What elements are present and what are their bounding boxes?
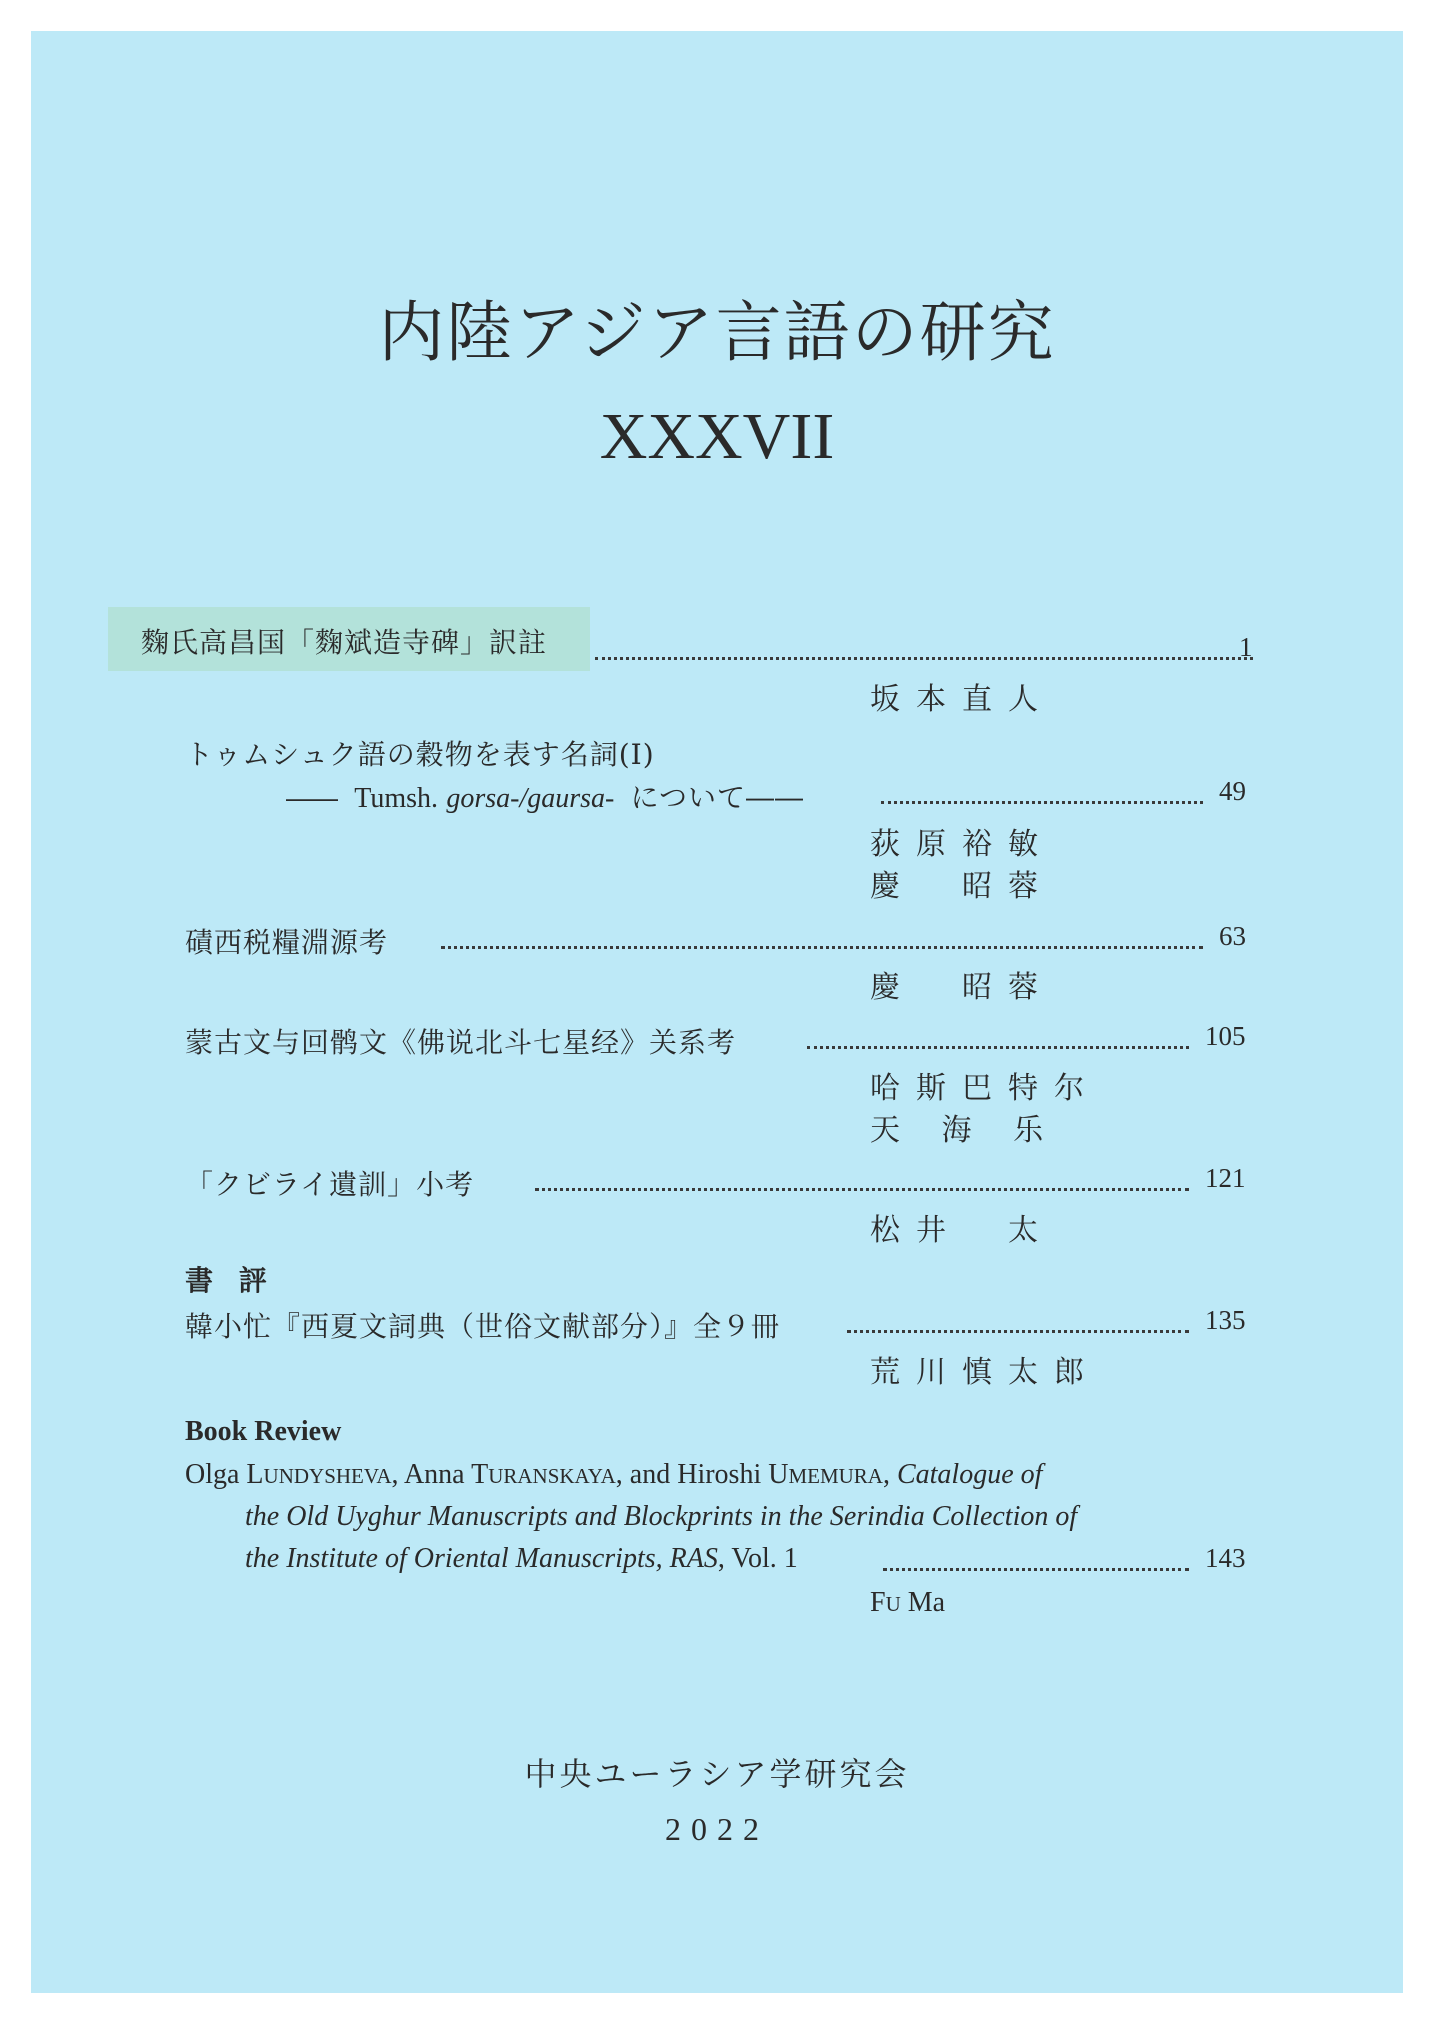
entry-4-author-1: 哈斯巴特尔 [870,1071,1100,1106]
entry-4-author-2: 天 海 乐 [870,1113,1060,1148]
leader-dots [535,1188,1189,1191]
entry-5-title: 「クビライ遺訓」小考 [185,1168,475,1201]
leader-dots [847,1330,1189,1333]
review-ja-page: 135 [1205,1305,1246,1335]
latin-abbrev: Tumsh. [354,783,439,814]
entry-1-page: 1 [1239,632,1253,662]
review-heading-en: Book Review [185,1416,342,1447]
publication-year: 2022 [665,1811,769,1847]
entry-2-subtitle [286,776,804,816]
entry-3-page: 63 [1219,921,1246,951]
comma: , [882,1459,890,1490]
review-en-page: 143 [1205,1543,1246,1573]
author-3-surname: MEMURA [788,1464,883,1488]
author-2-surname: URANSKAYA [488,1464,616,1488]
entry-2-author-2: 慶 昭蓉 [870,869,1054,904]
subtitle-tail: について―― [630,781,805,814]
leader-dots [881,801,1203,804]
book-title-part-3: the Institute of Oriental Manuscripts, RAS [245,1543,718,1574]
entry-4-page: 105 [1205,1021,1246,1051]
review-ja-title: 韓小忙『西夏文詞典（世俗文献部分）』全９冊 [185,1310,781,1343]
reviewer-given: Ma [900,1587,946,1618]
entry-3-author: 慶 昭蓉 [870,970,1054,1005]
entry-2-author-1: 荻原裕敏 [870,827,1054,862]
reviewer-surname-initial: F [870,1587,886,1618]
journal-title: 内陸アジア言語の研究 [378,294,1056,371]
author-1-first: Olga L [185,1459,264,1490]
volume-number: XXXVII [599,400,835,473]
entry-2-title: トゥムシュク語の穀物を表す名詞(I) [185,738,655,771]
leader-dots [441,946,1203,949]
reviewer-surname-rest: U [885,1592,901,1616]
leader-dots [883,1568,1189,1571]
book-title-part-1: Catalogue of [896,1459,1043,1490]
journal-cover [31,31,1403,1993]
review-en-line-1 [185,1459,1042,1491]
review-heading-ja: 書 評 [185,1264,275,1297]
entry-1-title: 麴氏高昌国「麴斌造寺碑」訳註 [141,626,548,659]
book-title-part-2: the Old Uyghur Manuscripts and Blockprints in the Serindia Collection of [245,1501,1078,1532]
latin-word: gorsa-/gaursa- [446,783,615,814]
review-en-line-3 [245,1543,798,1575]
review-en-reviewer [870,1587,945,1619]
entry-4-title: 蒙古文与回鹘文《佛说北斗七星经》关系考 [185,1026,737,1059]
dash: ―― [286,784,338,814]
entry-5-author: 松井 太 [870,1213,1054,1248]
leader-dots [595,657,1253,660]
author-1-surname: UNDYSHEVA [263,1464,392,1488]
entry-2-page: 49 [1219,776,1246,806]
author-3-first: , and Hiroshi U [615,1459,789,1490]
leader-dots [807,1046,1189,1049]
volume-label: , Vol. 1 [717,1543,798,1574]
review-ja-author: 荒川慎太郎 [870,1355,1100,1390]
author-2-first: , Anna T [391,1459,489,1490]
entry-1-author: 坂本直人 [870,682,1054,717]
entry-3-title: 磧西税糧淵源考 [185,926,389,959]
publisher: 中央ユーラシア学研究会 [524,1755,910,1793]
entry-5-page: 121 [1205,1163,1246,1193]
